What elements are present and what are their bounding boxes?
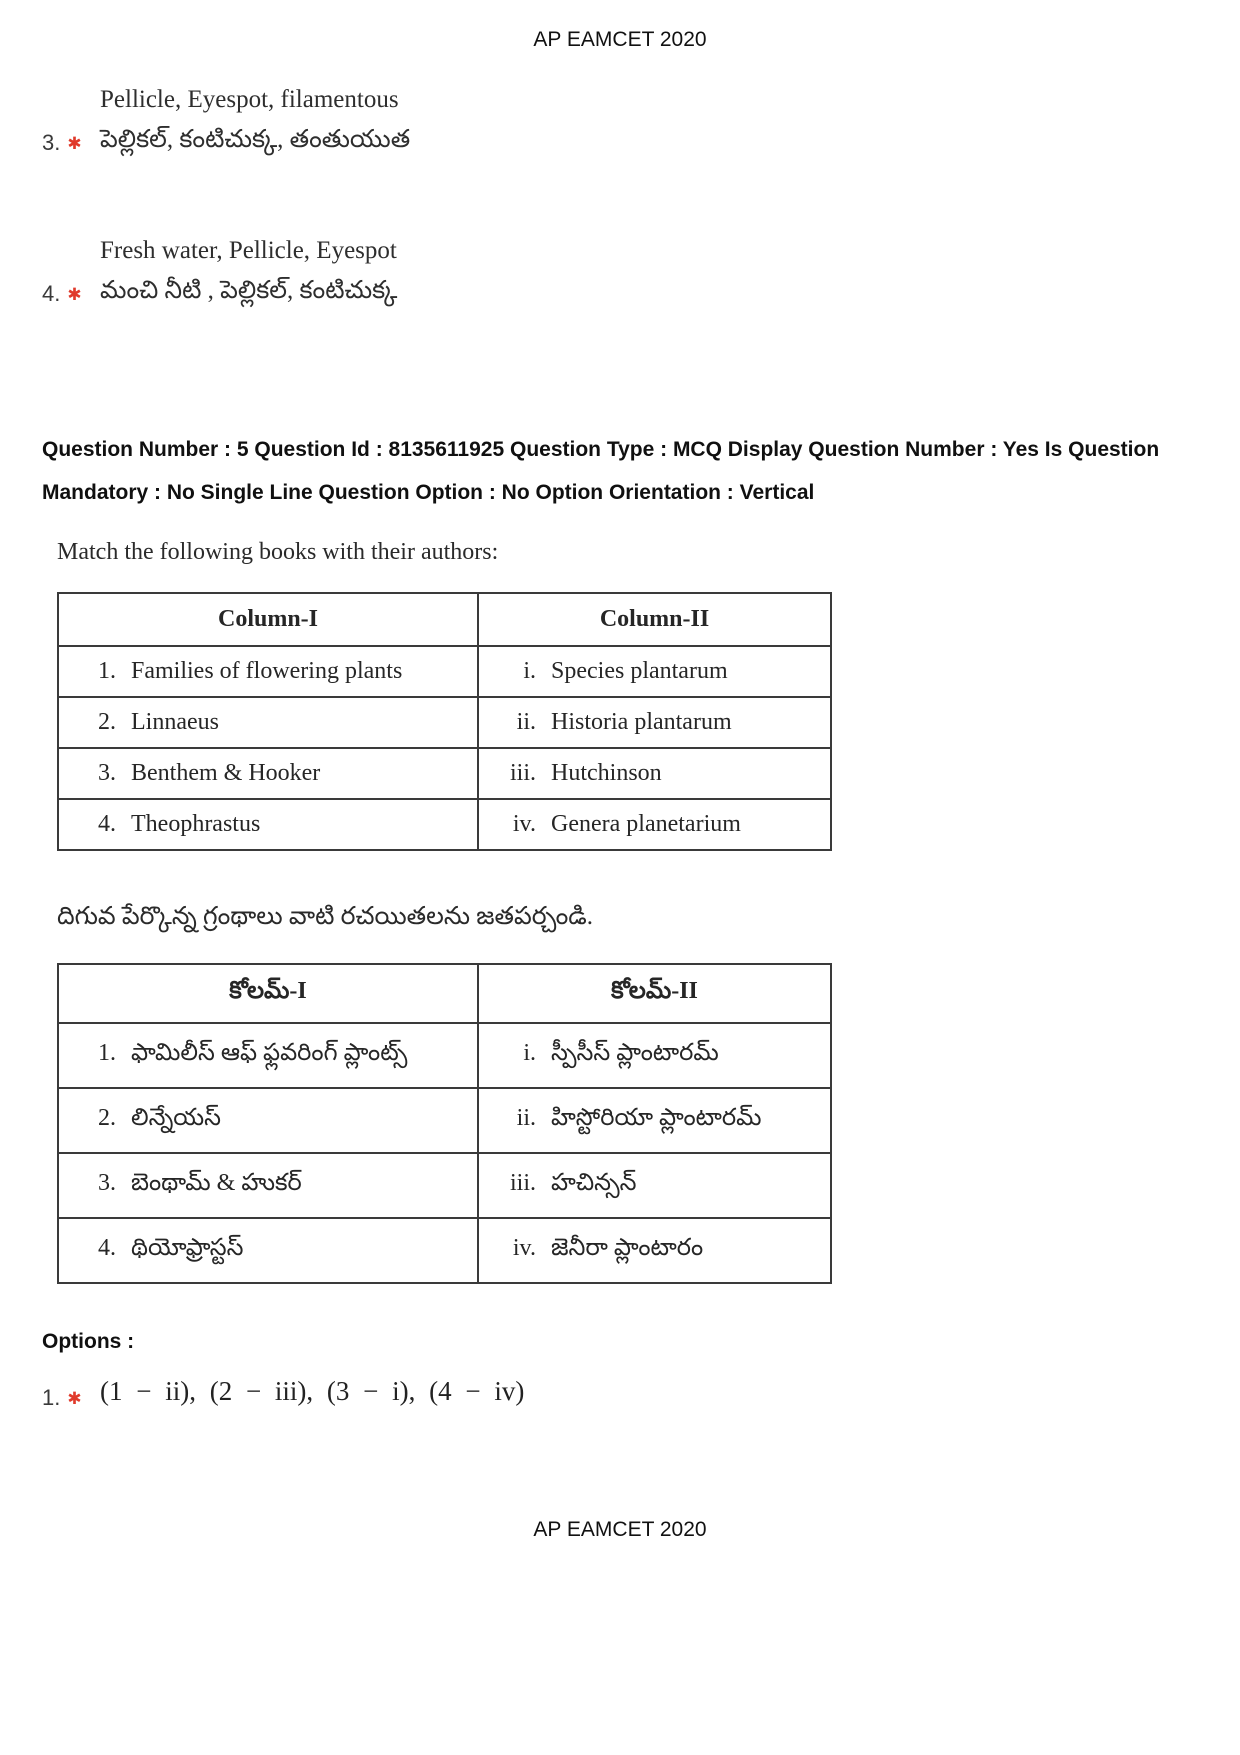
row-number: 3. <box>98 759 116 786</box>
row-number: 4. <box>98 1234 116 1261</box>
row-text: Species plantarum <box>551 657 728 684</box>
column-header-2: కోలమ్-II <box>478 964 831 1023</box>
option-number: 1. <box>42 1385 61 1411</box>
row-text: Linnaeus <box>131 708 219 735</box>
table-row <box>58 697 831 748</box>
table-row <box>58 1218 831 1283</box>
row-number: 2. <box>98 1104 116 1131</box>
row-number: ii. <box>516 1104 536 1131</box>
row-number: iii. <box>509 759 536 786</box>
row-number: iii. <box>509 1169 536 1196</box>
row-text: జెనీరా ప్లాంటారం <box>551 1234 704 1261</box>
table-row <box>58 748 831 799</box>
column-header-1: Column-I <box>58 593 478 646</box>
answer-option-1 <box>42 1370 1240 1415</box>
red-asterisk-icon: ✱ <box>67 1389 82 1409</box>
option-text-english: Fresh water, Pellicle, Eyespot <box>100 237 397 264</box>
page-footer-title: AP EAMCET 2020 <box>533 1518 707 1541</box>
row-number: 3. <box>98 1169 116 1196</box>
row-text: ఫామిలీస్ ఆఫ్ ఫ్లవరింగ్ ప్లాంట్స్ <box>131 1039 408 1066</box>
option-text-telugu: పెల్లికల్, కంటిచుక్క, తంతుయుత <box>100 125 411 153</box>
match-table-telugu <box>57 963 832 1284</box>
match-table-english <box>57 592 832 851</box>
red-asterisk-icon: ✱ <box>67 285 82 304</box>
row-text: Benthem & Hooker <box>131 759 321 786</box>
option-text-telugu: మంచి నీటి , పెల్లికల్, కంటిచుక్క <box>100 276 398 304</box>
row-number: i. <box>523 1039 536 1066</box>
option-text <box>100 231 397 310</box>
row-number: 1. <box>98 657 116 684</box>
row-text: Families of flowering plants <box>131 657 403 684</box>
table-row <box>58 1153 831 1218</box>
row-text: బెంథామ్ & హుకర్ <box>131 1169 302 1196</box>
option-text: (1 − ii), (2 − iii), (3 − i), (4 − iv) <box>100 1375 525 1406</box>
prev-option-3 <box>42 80 1240 159</box>
row-number: iv. <box>512 1234 536 1261</box>
question-prompt-telugu: దిగువ పేర్కొన్న గ్రంథాలు వాటి రచయితలను జతపర్చండి. <box>57 902 594 930</box>
option-marker <box>42 281 100 310</box>
row-number: i. <box>523 657 536 684</box>
table-row <box>58 1088 831 1153</box>
table-header-row <box>58 593 831 646</box>
option-marker <box>42 1385 100 1414</box>
row-text: Genera planetarium <box>551 810 741 837</box>
row-text: హచిన్సన్ <box>551 1169 637 1196</box>
row-text: Theophrastus <box>131 810 261 837</box>
option-text <box>100 80 410 159</box>
row-number: iv. <box>512 810 536 837</box>
row-text: Hutchinson <box>551 759 662 786</box>
row-text: హిస్టోరియా ప్లాంటారమ్ <box>551 1104 762 1131</box>
column-header-1: కోలమ్-I <box>58 964 478 1023</box>
column-header-2: Column-II <box>478 593 831 646</box>
question-prompt-english: Match the following books with their authors: <box>57 538 499 565</box>
option-marker <box>42 130 100 159</box>
table-row <box>58 799 831 850</box>
row-number: 4. <box>98 810 116 837</box>
question-metadata: Question Number : 5 Question Id : 8135611925 Question Type : MCQ Display Question Number : Yes Is Question Mandatory : No Single Line Question Option : No Option Orientation : Vertical <box>42 438 1160 505</box>
row-number: 1. <box>98 1039 116 1066</box>
page-header-title: AP EAMCET 2020 <box>533 28 707 51</box>
row-text: థియోఫ్రాస్టస్ <box>131 1234 244 1261</box>
row-number: ii. <box>516 708 536 735</box>
table-row <box>58 1023 831 1088</box>
row-text: స్పీసీస్ ప్లాంటారమ్ <box>551 1039 719 1066</box>
table-header-row <box>58 964 831 1023</box>
row-text: లిన్నేయస్ <box>131 1104 222 1131</box>
row-text: Historia plantarum <box>551 708 732 735</box>
table-row <box>58 646 831 697</box>
option-number: 4. <box>42 281 61 306</box>
option-text-english: Pellicle, Eyespot, filamentous <box>100 86 399 113</box>
prev-option-4 <box>42 231 1240 310</box>
options-label: Options : <box>42 1329 135 1353</box>
option-number: 3. <box>42 130 61 155</box>
row-number: 2. <box>98 708 116 735</box>
red-asterisk-icon: ✱ <box>67 134 82 153</box>
